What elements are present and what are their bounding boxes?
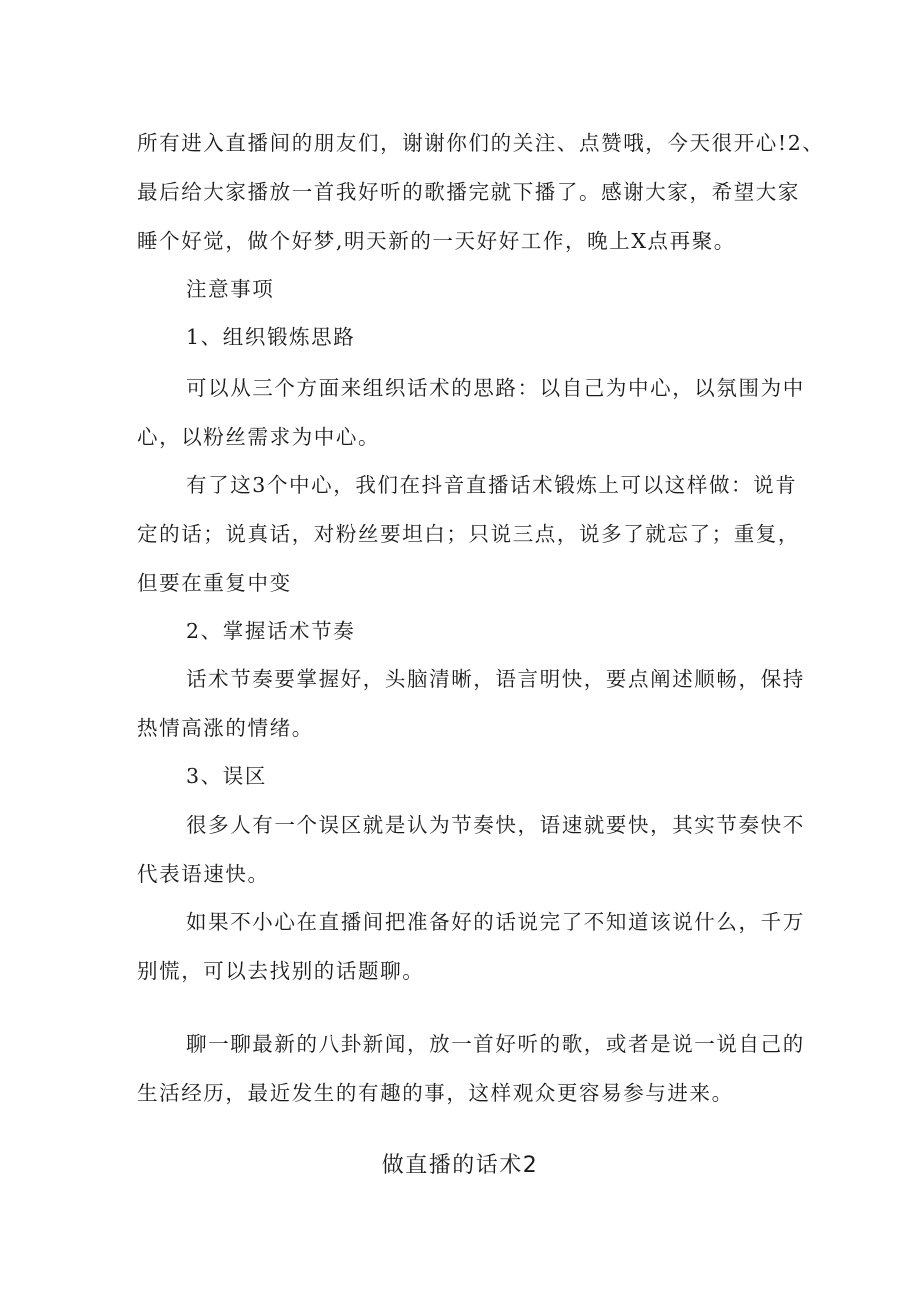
section-3-para-3-line-2: 生活经历，最近发生的有趣的事，这样观众更容易参与进来。 <box>137 1081 734 1105</box>
section-1-para-2-line-3: 但要在重复中变 <box>137 571 292 595</box>
intro-line-1: 所有进入直播间的朋友们，谢谢你们的关注、点赞哦，今天很开心!2、 <box>137 131 825 155</box>
section-1-para-1-line-2: 心，以粉丝需求为中心。 <box>137 425 381 449</box>
notes-heading: 注意事项 <box>186 277 275 301</box>
section-1-para-1-line-1: 可以从三个方面来组织话术的思路：以自己为中心，以氛围为中 <box>186 376 805 400</box>
section-2-heading: 2、掌握话术节奏 <box>186 619 356 643</box>
section-3-para-1-line-2: 代表语速快。 <box>137 862 270 886</box>
section-2-para-1-line-1: 话术节奏要掌握好，头脑清晰，语言明快，要点阐述顺畅，保持 <box>186 667 805 691</box>
section-3-para-2-line-1: 如果不小心在直播间把准备好的话说完了不知道该说什么，千万 <box>186 910 805 934</box>
section-3-heading: 3、误区 <box>186 764 267 788</box>
section-1-para-2-line-2: 定的话；说真话，对粉丝要坦白；只说三点，说多了就忘了；重复， <box>137 522 800 546</box>
section-3-para-1-line-1: 很多人有一个误区就是认为节奏快，语速就要快，其实节奏快不 <box>186 813 805 837</box>
section-3-para-3-line-1: 聊一聊最新的八卦新闻，放一首好听的歌，或者是说一说自己的 <box>186 1032 805 1056</box>
intro-line-3: 睡个好觉，做个好梦,明天新的一天好好工作，晚上X点再聚。 <box>137 229 736 253</box>
section-1-heading: 1、组织锻炼思路 <box>186 325 356 349</box>
next-section-title: 做直播的话术2 <box>381 1153 539 1178</box>
section-3-para-2-line-2: 别慌，可以去找别的话题聊。 <box>137 959 425 983</box>
section-1-para-2-line-1: 有了这3个中心，我们在抖音直播话术锻炼上可以这样做：说肯 <box>186 473 798 497</box>
intro-line-2: 最后给大家播放一首我好听的歌播完就下播了。感谢大家，希望大家 <box>137 180 800 204</box>
section-2-para-1-line-2: 热情高涨的情绪。 <box>137 716 314 740</box>
